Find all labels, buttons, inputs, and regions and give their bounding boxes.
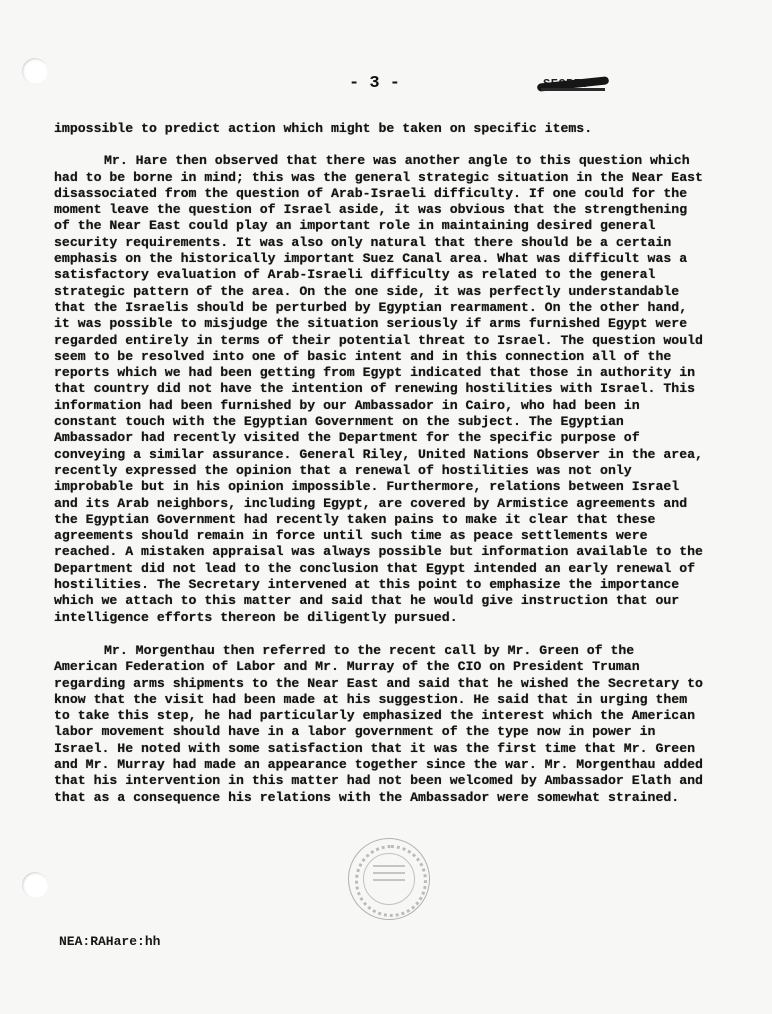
stamp-text-lines bbox=[373, 865, 405, 886]
punch-hole-bottom bbox=[22, 872, 48, 898]
classification-marking bbox=[537, 76, 609, 94]
paragraph-continuation: impossible to predict action which might be taken on specific items. bbox=[54, 121, 593, 136]
drafter-reference: NEA:RAHare:hh bbox=[59, 934, 161, 949]
punch-hole-top bbox=[22, 58, 48, 84]
page-number: - 3 - bbox=[349, 74, 401, 93]
redaction-underline bbox=[541, 88, 605, 91]
paragraph-morgenthau: Mr. Morgenthau then referred to the recent call by Mr. Green of the American Federation of Labor and Mr. Murray of the CIO on President Truman regarding arms shipments to the Near East and said that he wished the Secretary to know that the visit had been made at his suggestion. He said that in urging them to take this step, he had particularly emphasized the interest which the American labor movement should have in a labor government of the type now in power in Israel. He noted with some satisfaction that it was the first time that Mr. Green and Mr. Murray had made an appearance together since the war. Mr. Morgenthau added that his intervention in this matter had not been welcomed by Ambassador Elath and that as a consequence his relations with the Ambassador were somewhat strained. bbox=[54, 642, 703, 805]
memo-body bbox=[54, 121, 704, 806]
library-stamp bbox=[348, 838, 430, 920]
paragraph-hare: Mr. Hare then observed that there was another angle to this question which had to be borne in mind; this was the general strategic situation in the Near East disassociated from the question of Arab-Israeli difficulty. If one could for the moment leave the question of Israel aside, it was obvious that the strengthening of the Near East could play an important role in maintaining desired general security requirements. It was also only natural that there should be a certain emphasis on the historically important Suez Canal area. What was difficult was a satisfactory evaluation of Arab-Israeli difficulty as related to the general strategic pattern of the area. On the one side, it was perfectly understandable that the Israelis should be perturbed by Egyptian rearmament. On the other hand, it was possible to misjudge the situation seriously if arms furnished Egypt were regarded entirely in terms of their potential threat to Israel. The question would seem to be resolved into one of basic intent and in this connection all of the reports which we had been getting from Egypt indicated that those in authority in that country did not have the intention of renewing hostilities with Israel. This information had been furnished by our Ambassador in Cairo, who had been in constant touch with the Egyptian Government on the subject. The Egyptian Ambassador had recently visited the Department for the specific purpose of conveying a similar assurance. General Riley, United Nations Observer in the area, recently expressed the opinion that a renewal of hostilities was not only improbable but in his opinion impossible. Furthermore, relations between Israel and its Arab neighbors, including Egypt, are covered by Armistice agreements and the Egyptian Government had recently taken pains to make it clear that these agreements should remain in force until such time as peace settlements were reached. A mistaken appraisal was always possible but information available to the Department did not lead to the conclusion that Egypt intended an early renewal of hostilities. The Secretary intervened at this point to emphasize the importance which we attach to this matter and said that he would give instruction that our intelligence efforts thereon be diligently pursued. bbox=[54, 153, 703, 625]
